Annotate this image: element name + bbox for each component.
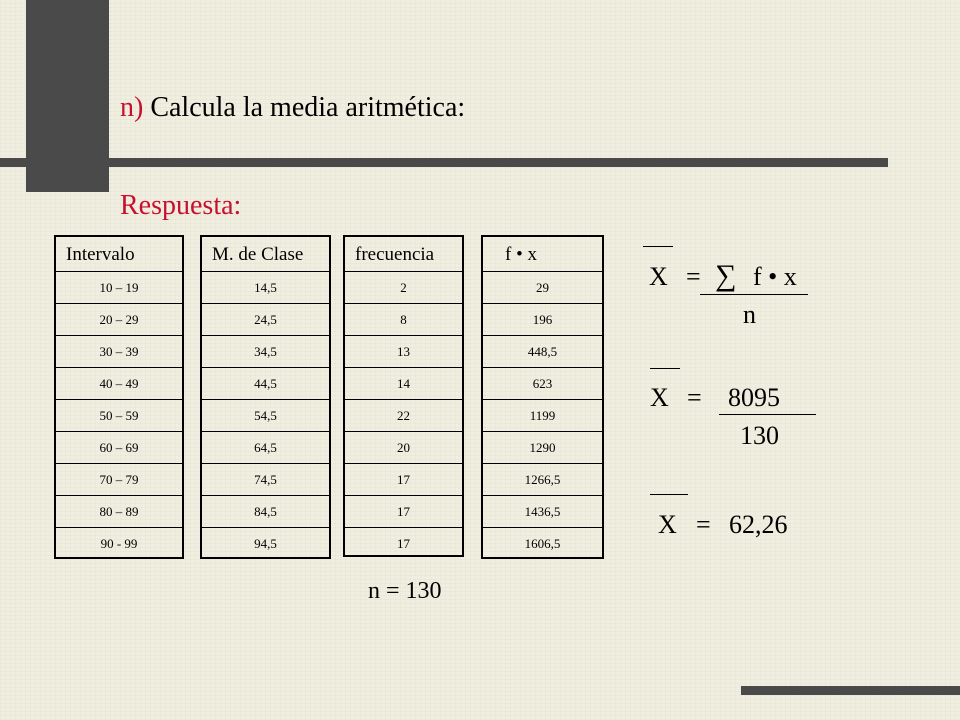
answer-label: Respuesta: bbox=[120, 190, 242, 221]
table-cell: 74,5 bbox=[202, 463, 329, 495]
table-cell: 10 – 19 bbox=[56, 271, 182, 303]
table-cell: 448,5 bbox=[483, 335, 602, 367]
mean-bar bbox=[650, 368, 680, 369]
sum-symbol: ∑ bbox=[715, 259, 737, 292]
equals-sign: = bbox=[696, 510, 711, 539]
table-cell: 30 – 39 bbox=[56, 335, 182, 367]
table-cell: 20 – 29 bbox=[56, 303, 182, 335]
table-cell: 17 bbox=[345, 495, 462, 527]
column-header: M. de Clase bbox=[212, 244, 304, 265]
mean-bar bbox=[643, 246, 673, 247]
fraction-bar bbox=[700, 294, 808, 295]
mean-bar bbox=[650, 494, 688, 495]
table-cell: 60 – 69 bbox=[56, 431, 182, 463]
column-marca-de-clase bbox=[200, 235, 331, 559]
n-total-label: n = 130 bbox=[368, 578, 442, 604]
table-cell: 14,5 bbox=[202, 271, 329, 303]
column-intervalo bbox=[54, 235, 184, 559]
table-cell: 1606,5 bbox=[483, 527, 602, 559]
table-cell: 1199 bbox=[483, 399, 602, 431]
formula-denominator: 130 bbox=[740, 421, 779, 450]
table-cell: 24,5 bbox=[202, 303, 329, 335]
table-cell: 17 bbox=[345, 463, 462, 495]
column-f-por-x bbox=[481, 235, 604, 559]
table-cell: 50 – 59 bbox=[56, 399, 182, 431]
column-frecuencia bbox=[343, 235, 464, 557]
formula-numerator: f • x bbox=[753, 262, 797, 291]
table-cell: 29 bbox=[483, 271, 602, 303]
column-header: frecuencia bbox=[355, 244, 435, 265]
table-cell: 80 – 89 bbox=[56, 495, 182, 527]
table-cell: 8 bbox=[345, 303, 462, 335]
decorative-top-bar bbox=[0, 158, 888, 167]
fraction-bar bbox=[719, 414, 816, 415]
table-cell: 64,5 bbox=[202, 431, 329, 463]
column-header: f • x bbox=[505, 244, 537, 265]
equals-sign: = bbox=[686, 262, 701, 291]
formula-numerator: 8095 bbox=[728, 383, 780, 412]
table-cell: 22 bbox=[345, 399, 462, 431]
table-cell: 90 - 99 bbox=[56, 527, 182, 559]
table-cell: 94,5 bbox=[202, 527, 329, 559]
column-header: Intervalo bbox=[66, 244, 135, 265]
table-cell: 44,5 bbox=[202, 367, 329, 399]
table-cell: 1290 bbox=[483, 431, 602, 463]
equals-sign: = bbox=[687, 383, 702, 412]
table-cell: 40 – 49 bbox=[56, 367, 182, 399]
table-cell: 2 bbox=[345, 271, 462, 303]
title-letter: n) bbox=[120, 92, 144, 123]
table-cell: 84,5 bbox=[202, 495, 329, 527]
mean-symbol: X bbox=[658, 510, 677, 539]
title-text: Calcula la media aritmética: bbox=[150, 92, 466, 123]
table-cell: 196 bbox=[483, 303, 602, 335]
decorative-bottom-bar bbox=[741, 686, 960, 695]
table-cell: 70 – 79 bbox=[56, 463, 182, 495]
formula-denominator: n bbox=[743, 300, 756, 329]
table-cell: 13 bbox=[345, 335, 462, 367]
table-cell: 17 bbox=[345, 527, 462, 559]
mean-symbol: X bbox=[650, 383, 669, 412]
table-cell: 623 bbox=[483, 367, 602, 399]
table-cell: 14 bbox=[345, 367, 462, 399]
table-cell: 34,5 bbox=[202, 335, 329, 367]
page-title bbox=[120, 92, 465, 124]
mean-symbol: X bbox=[649, 262, 668, 291]
table-cell: 1266,5 bbox=[483, 463, 602, 495]
table-cell: 20 bbox=[345, 431, 462, 463]
mean-result: 62,26 bbox=[729, 510, 788, 539]
table-cell: 54,5 bbox=[202, 399, 329, 431]
table-cell: 1436,5 bbox=[483, 495, 602, 527]
